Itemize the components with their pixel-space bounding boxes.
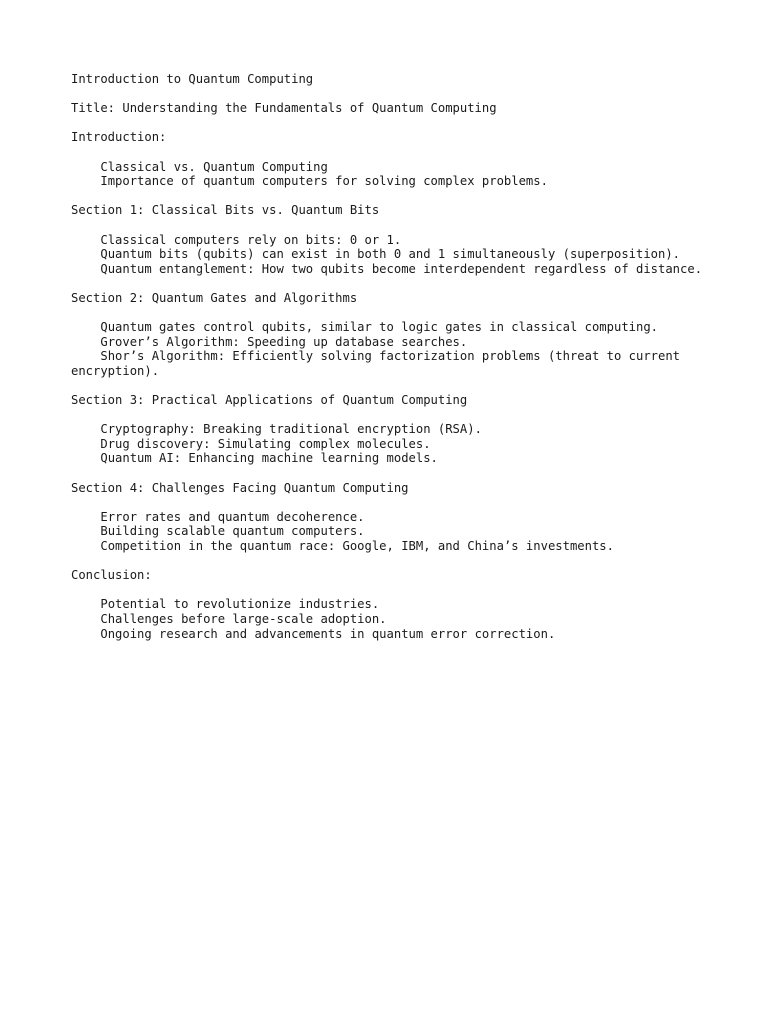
- introduction-list: [71, 160, 711, 189]
- section-2-list: [71, 320, 711, 378]
- list-item: Cryptography: Breaking traditional encryption (RSA).: [100, 422, 482, 437]
- introduction-heading: Introduction:: [71, 130, 167, 145]
- list-item: Classical computers rely on bits: 0 or 1.: [100, 232, 402, 247]
- document-title: Title: Understanding the Fundamentals of Quantum Computing: [71, 101, 497, 116]
- conclusion-heading: Conclusion:: [71, 568, 152, 583]
- list-item: Potential to revolutionize industries.: [100, 597, 380, 612]
- list-item: Grover’s Algorithm: Speeding up database searches.: [100, 334, 468, 349]
- list-item: Importance of quantum computers for solving complex problems.: [100, 174, 548, 189]
- section-4-list: [71, 510, 711, 554]
- conclusion-list: [71, 597, 711, 641]
- section-1-heading: Section 1: Classical Bits vs. Quantum Bits: [71, 203, 380, 218]
- section-3-list: [71, 422, 711, 466]
- list-item: Quantum bits (qubits) can exist in both 0 and 1 simultaneously (superposition).: [100, 247, 681, 262]
- section-3-heading: Section 3: Practical Applications of Quantum Computing: [71, 393, 468, 408]
- list-item: Ongoing research and advancements in quantum error correction.: [100, 626, 556, 641]
- list-item: Quantum entanglement: How two qubits become interdependent regardless of distance.: [100, 261, 703, 276]
- document-page: [71, 72, 711, 656]
- document-heading: Introduction to Quantum Computing: [71, 72, 314, 86]
- list-item: Shor’s Algorithm: Efficiently solving factorization problems (threat to current encryption).: [71, 349, 688, 378]
- list-item: Quantum AI: Enhancing machine learning models.: [100, 451, 438, 466]
- list-item: Building scalable quantum computers.: [100, 524, 365, 539]
- list-item: Classical vs. Quantum Computing: [100, 159, 328, 174]
- section-2-heading: Section 2: Quantum Gates and Algorithms: [71, 290, 358, 305]
- section-4-heading: Section 4: Challenges Facing Quantum Computing: [71, 480, 409, 495]
- list-item: Challenges before large-scale adoption.: [100, 611, 387, 626]
- list-item: Competition in the quantum race: Google, IBM, and China’s investments.: [100, 539, 614, 553]
- list-item: Drug discovery: Simulating complex molecules.: [100, 436, 431, 451]
- list-item: Quantum gates control qubits, similar to logic gates in classical computing.: [100, 320, 659, 335]
- list-item: Error rates and quantum decoherence.: [100, 509, 365, 524]
- section-1-list: [71, 233, 711, 277]
